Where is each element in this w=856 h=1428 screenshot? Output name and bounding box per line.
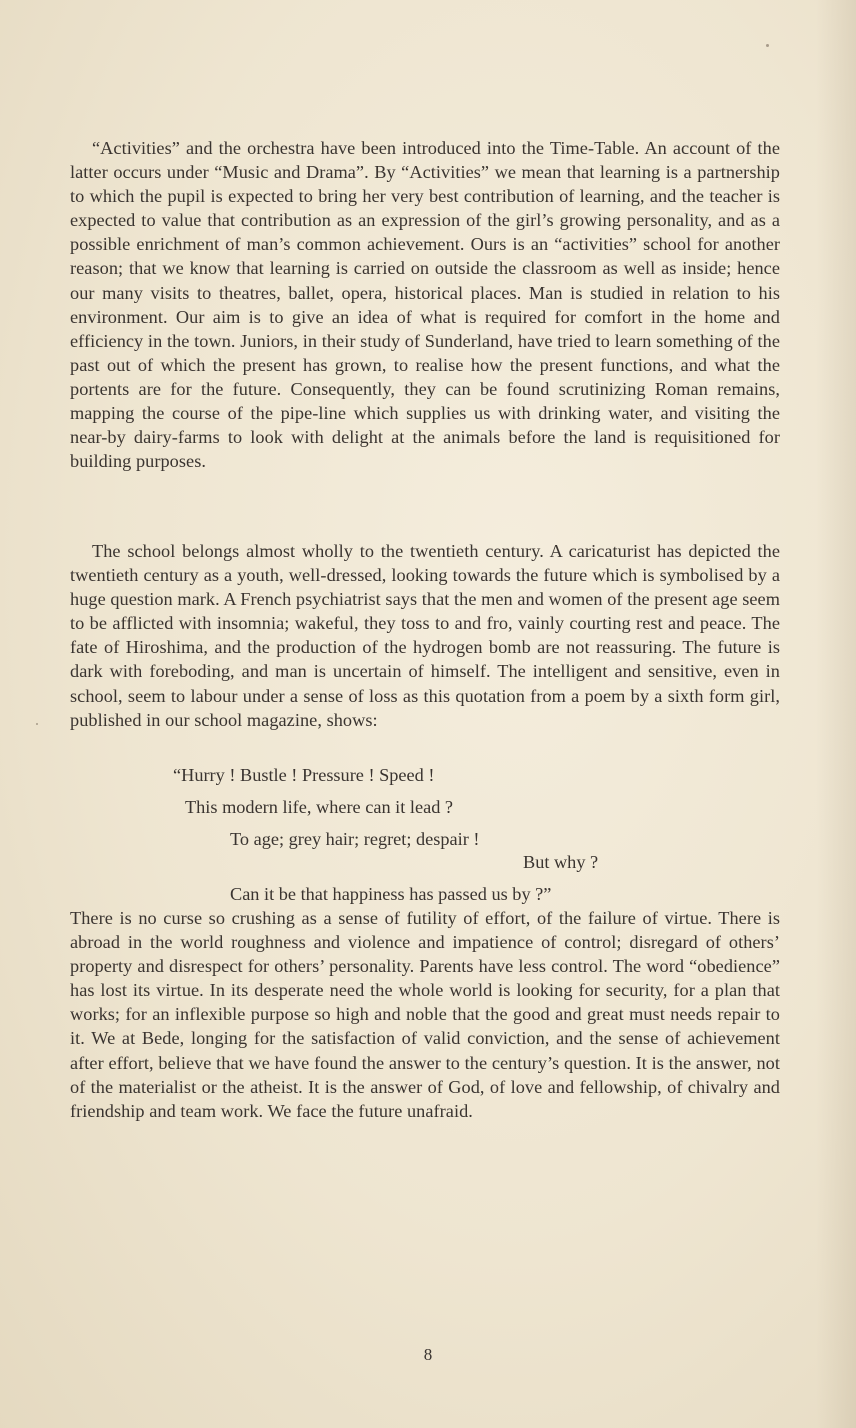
paragraph-futility: There is no curse so crushing as a sense of futility of effort, of the failure of virtue. There is abroad in the world roughness and violence and impatience of control; disregard of others’ property and disrespect for others’ personality. Parents have less control. The word “obedience” has lost its virtue. In its desperate need the whole world is looking for security, for a plan that works; for an inflexible purpose so high and noble that the good and great must needs repair to it. We at Bede, longing for the satisfaction of valid conviction, and the sense of achievement after effort, believe that we have found the answer to the century’s question. It is the answer, not of the materialist or the atheist. It is the answer of God, of love and fellowship, of chivalry and friendship and team work. We face the future unafraid. <box>70 908 780 1121</box>
poem-line: But why ? <box>523 852 599 872</box>
poem-line: To age; grey hair; regret; despair ! <box>230 829 480 849</box>
paper-speck <box>36 723 38 725</box>
paragraph-twentieth-century: The school belongs almost wholly to the twentieth century. A caricaturist has depicted the twentieth century as a youth, well-dressed, looking towards the future which is symbolised by a huge question mark. A French psychiatrist says that the men and women of the present age seem to be afflicted with insomnia; wakeful, they toss to and fro, vainly courting rest and peace. The fate of Hiroshima, and the production of the hydrogen bomb are not reassuring. The future is dark with foreboding, and man is uncertain of himself. The intelligent and sensitive, even in school, seem to labour under a sense of loss as this quotation from a poem by a sixth form girl, published in our school magazine, shows: <box>70 541 780 730</box>
page-number: 8 <box>423 1345 433 1364</box>
paragraph-activities: “Activities” and the orchestra have been introduced into the Time-Table. An account of the latter occurs under “Music and Drama”. By “Activities” we mean that learning is a partnership to which the pupil is expected to bring her very best contribution of learning, and the teacher is expected to value that contribution as an expression of the girl’s growing personality, and as a possible enrichment of man’s common achievement. Ours is an “activities” school for another reason; that we know that learning is carried on outside the classroom as well as inside; hence our many visits to theatres, ballet, opera, historical places. Man is studied in relation to his environment. Our aim is to give an idea of what is required for comfort in the home and efficiency in the town. Juniors, in their study of Sunderland, have tried to learn something of the past out of which the present has grown, to realise how the present functions, and what the portents are for the future. Consequently, they can be found scrutinizing Roman remains, mapping the course of the pipe-line which supplies us with drinking water, and visiting the near-by dairy-farms to look with delight at the animals before the land is requisitioned for building purposes. <box>70 138 780 472</box>
page-edge-shadow <box>816 0 856 1428</box>
poem-line: This modern life, where can it lead ? <box>185 797 454 817</box>
poem-line: Can it be that happiness has passed us by ?” <box>230 884 552 904</box>
paper-speck <box>766 44 769 47</box>
poem-line: “Hurry ! Bustle ! Pressure ! Speed ! <box>173 765 435 785</box>
